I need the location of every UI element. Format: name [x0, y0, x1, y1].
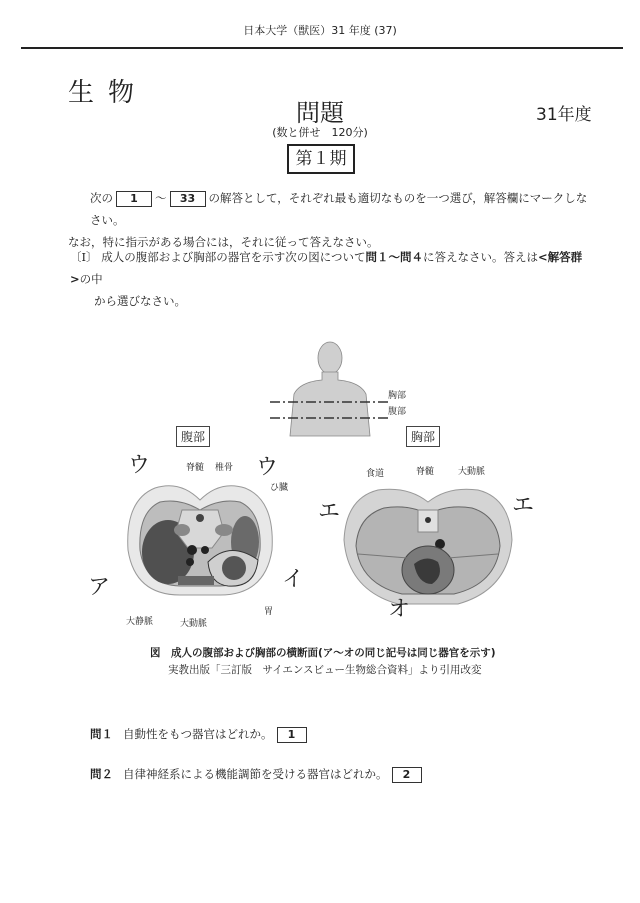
section-text-b: に答えなさい。答えは: [422, 250, 538, 264]
section-1-line-1: [70, 246, 590, 290]
instructions-line-2: なお，特に指示がある場合には，それに従って答えなさい。: [68, 235, 379, 249]
label-a: ア: [88, 575, 111, 600]
answer-box-start: 1: [116, 191, 152, 207]
body-label-chest: 胸部: [388, 391, 407, 401]
chest-panel-title: 胸部: [406, 426, 440, 447]
instructions-line-1: [90, 187, 590, 231]
abdomen-cross-section-icon: [120, 470, 280, 610]
label-u-left: ウ: [128, 453, 151, 478]
label-esophagus: 食道: [366, 469, 385, 479]
instructions: [68, 187, 590, 253]
section-question-range: 問１～問４: [365, 250, 423, 264]
instructions-prefix: 次の: [90, 191, 113, 205]
question-1-answer-box: 1: [277, 727, 307, 743]
figure-caption: [150, 645, 496, 679]
question-2-number: 問２: [90, 767, 113, 781]
section-1-line-2: から選びなさい。: [94, 294, 186, 308]
question-2-text: 自律神経系による機能調節を受ける器官はどれか。: [123, 767, 388, 781]
section-text-c: の中: [79, 272, 103, 286]
instructions-suffix: の解答として，それぞれ最も適切なものを一つ選び，解答欄にマークしなさい。: [90, 191, 588, 227]
label-o: オ: [388, 597, 411, 622]
caption-line-2: 実教出版「三訂版 サイエンスビュー生物総合資料」より引用改変: [168, 664, 482, 676]
header-divider: [21, 47, 623, 49]
question-2-answer-box: 2: [392, 767, 422, 783]
question-1-text: 自動性をもつ器官はどれか。: [123, 727, 273, 741]
body-label-abdomen: 腹部: [388, 407, 407, 417]
subject-title: 生物: [68, 78, 149, 108]
chest-cross-section-icon: [338, 480, 518, 610]
human-silhouette-icon: [270, 338, 390, 438]
year-label: 31年度: [536, 105, 592, 125]
caption-line-1: 図 成人の腹部および胸部の横断面(ア～オの同じ記号は同じ器官を示す): [150, 647, 496, 659]
section-number: 〔Ⅰ〕: [70, 250, 98, 264]
page-title: 問題: [296, 99, 344, 127]
tilde: ～: [155, 191, 167, 205]
label-u-right: ウ: [256, 455, 279, 480]
section-1-intro: [70, 246, 590, 312]
label-e-right: エ: [512, 493, 535, 518]
running-header: 日本大学（獣医）31 年度 (37): [243, 24, 397, 37]
answer-box-end: 33: [170, 191, 206, 207]
section-text-a: 成人の腹部および胸部の器官を示す次の図について: [101, 250, 366, 264]
label-e-left: エ: [318, 499, 341, 524]
label-aorta-abdomen: 大動脈: [180, 619, 208, 629]
anatomy-figure: [60, 330, 580, 630]
question-1: [90, 726, 307, 743]
label-spinal-cord-chest: 脊髄: [416, 467, 435, 477]
label-spinal-cord-abdomen: 脊髄: [186, 463, 205, 473]
label-vertebra: 椎骨: [215, 463, 234, 473]
question-1-number: 問１: [90, 727, 113, 741]
question-2: [90, 766, 422, 783]
label-i: イ: [282, 567, 305, 592]
time-limit-subtitle: (数と併せ 120分): [272, 126, 368, 139]
label-vena-cava: 大静脈: [126, 617, 154, 627]
label-spleen: ひ臓: [270, 483, 289, 493]
exam-period-box: 第１期: [287, 144, 355, 174]
label-stomach: 胃: [264, 607, 274, 617]
label-aorta-chest: 大動脈: [458, 467, 486, 477]
section-answer-group: <解答群>: [70, 250, 583, 286]
abdomen-panel-title: 腹部: [176, 426, 210, 447]
